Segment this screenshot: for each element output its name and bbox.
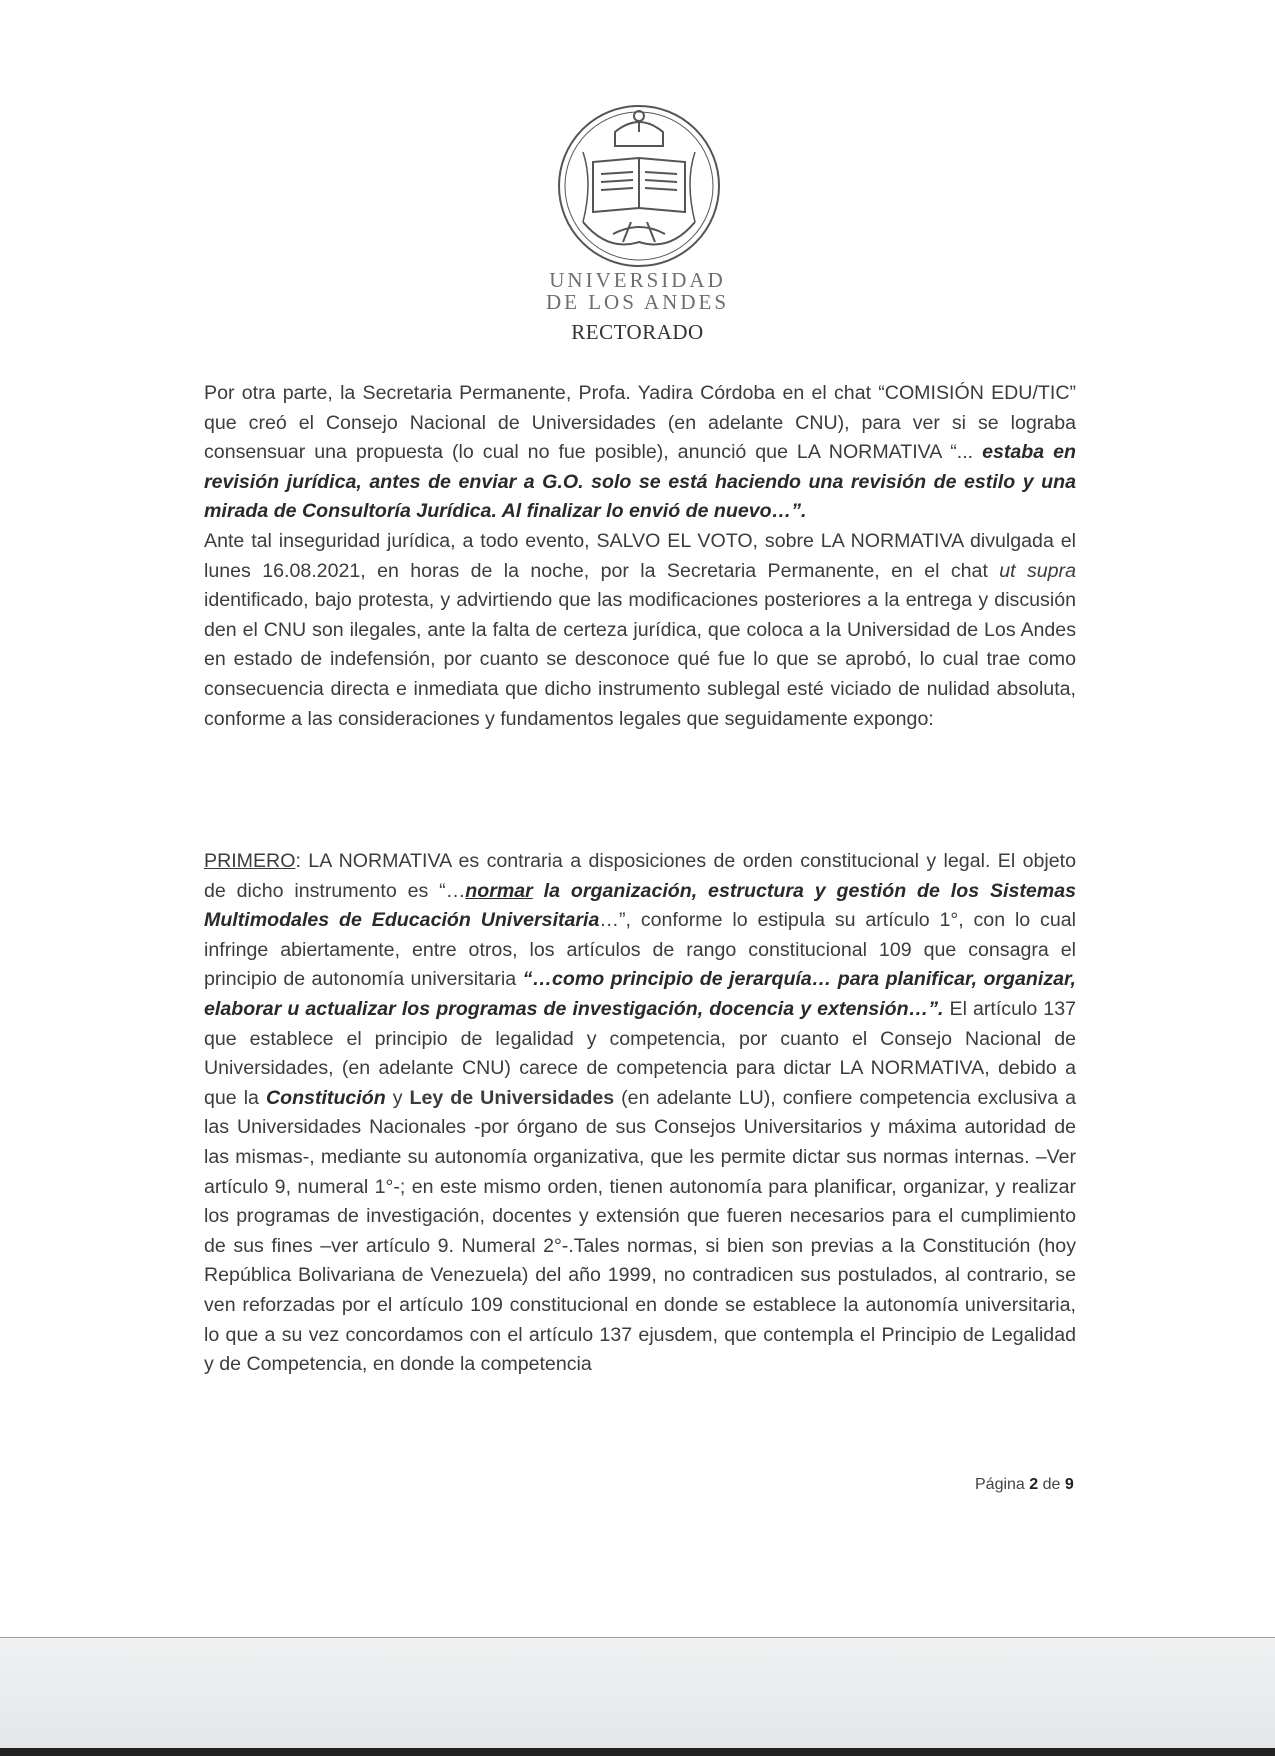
body-block-2 <box>204 847 1076 1380</box>
page-word: Página <box>975 1476 1025 1493</box>
paragraph-3-quote-1: la organización, estructura y gestión de los Sistemas Multimodales de Educación Universitaria <box>204 879 1077 932</box>
paragraph-3 <box>204 847 1076 1380</box>
paragraph-1-quote: estaba en revisión jurídica, antes de enviar a G.O. solo se está haciendo una revisión de estilo y una mirada de Consultoría Jurídica. Al finalizar lo envió de nuevo…”. <box>204 441 1076 523</box>
paragraph-3-text-b: …”, conforme lo estipula su artículo 1°, con lo cual infringe abiertamente, entre otros, los artículos de rango constitucional 109 que consagra el principio de autonomía universitaria <box>204 909 1076 991</box>
department-title: RECTORADO <box>571 320 704 344</box>
body-block-1 <box>204 379 1076 734</box>
paragraph-3-text-a: : LA NORMATIVA es contraria a disposiciones de orden constitucional y legal. El objeto de dicho instrumento es “… <box>204 850 1076 902</box>
page-number <box>975 1476 1074 1494</box>
paragraph-3-text-c: El artículo 137 que establece el principio de legalidad y competencia, por cuanto el Consejo Nacional de Universidades, (en adelante CNU) carece de competencia para dictar LA NORMATIVA, debido a que la <box>204 997 1076 1109</box>
paragraph-2 <box>204 527 1076 734</box>
institution-name-line1: UNIVERSIDAD <box>549 268 726 292</box>
scan-margin <box>0 1638 1275 1756</box>
scan-bottom-edge <box>0 1748 1275 1756</box>
paragraph-2-text-b: identificado, bajo protesta, y advirtiendo que las modificaciones posteriores a la entrega y discusión den el CNU son ilegales, ante la falta de certeza jurídica, que coloca a la Universidad de Los Andes en estado de indefensión, por cuanto se desconoce qué fue lo que se aprobó, lo cual trae como consecuencia directa e inmediata que dicho instrumento sublegal esté viciado de nulidad absoluta, conforme a las consideraciones y fundamentos legales que seguidamente expongo: <box>204 589 1076 730</box>
page-total: 9 <box>1064 1476 1074 1493</box>
paragraph-3-quote-keyword: normar <box>465 879 533 902</box>
page-of: de <box>1042 1476 1061 1493</box>
paragraph-3-quote-2: “…como principio de jerarquía… para planificar, organizar, elaborar u actualizar los programas de investigación, docencia y extensión…”. <box>204 968 1076 1020</box>
paragraph-2-latin-term: ut supra <box>999 559 1076 582</box>
paragraph-3-text-e: (en adelante LU), confiere competencia exclusiva a las Universidades Nacionales -por órgano de sus Consejos Universitarios y máxima autoridad de las mismas-, mediante su autonomía organizativa, que les permite dictar sus normas internas. –Ver artículo 9, numeral 1°-; en este mismo orden, tienen autonomía para planificar, organizar, y realizar los programas de investigación, docentes y extensión que fueren necesarios para el cumplimiento de sus fines –ver artículo 9. Numeral 2°-.Tales normas, si bien son previas a la Constitución (hoy República Bolivariana de Venezuela) del año 1999, no contradicen sus postulados, al contrario, se ven reforzadas por el artículo 109 constitucional en donde se establece la autonomía universitaria, lo que a su vez concordamos con el artículo 137 ejusdem, que contempla el Principio de Legalidad y de Competencia, en donde la competencia <box>204 1086 1077 1376</box>
university-seal-icon <box>553 102 725 270</box>
paragraph-3-ley-universidades: Ley de Universidades <box>409 1086 615 1109</box>
paragraph-3-text-d: y <box>385 1086 410 1109</box>
page-current: 2 <box>1029 1476 1039 1493</box>
institution-name-line2: DE LOS ANDES <box>545 290 729 314</box>
paragraph-2-text-a: Ante tal inseguridad jurídica, a todo evento, SALVO EL VOTO, sobre LA NORMATIVA divulgada el lunes 16.08.2021, en horas de la noche, por la Secretaria Permanente, en el chat <box>204 529 1076 582</box>
paragraph-3-constitucion: Constitución <box>265 1086 386 1109</box>
paragraph-1-text: Por otra parte, la Secretaria Permanente, Profa. Yadira Córdoba en el chat “COMISIÓN EDU/TIC” que creó el Consejo Nacional de Universidades (en adelante CNU), para ver si se lograba consensuar una propuesta (lo cual no fue posible), anunció que LA NORMATIVA “... <box>204 382 1076 464</box>
section-heading-primero: PRIMERO <box>204 850 296 872</box>
paragraph-1 <box>204 379 1076 527</box>
